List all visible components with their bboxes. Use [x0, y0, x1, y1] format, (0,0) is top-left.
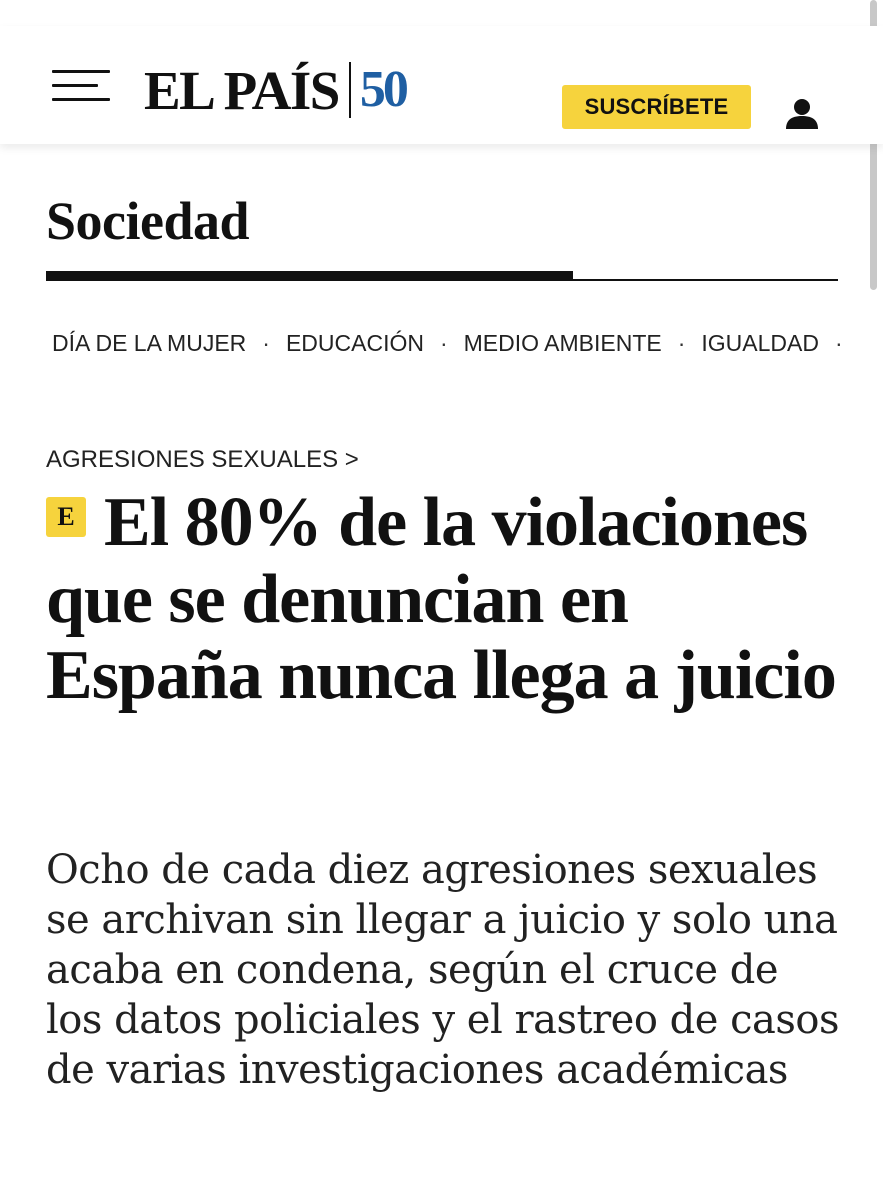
headline-text: El 80% de la violaciones que se denuncian en España nunca llega a juicio [46, 484, 836, 715]
top-status-band [0, 0, 883, 27]
logo-divider [349, 62, 351, 118]
exclusive-badge-icon [46, 497, 86, 537]
subnav-item-igualdad[interactable]: IGUALDAD [701, 330, 819, 356]
article-subheadline: Ocho de cada diez agresiones sexuales se archivan sin llegar a juicio y solo una acaba en condena, según el cruce de los datos policiales y el rastreo de casos de varias investigaciones académicas [46, 847, 840, 1093]
user-silhouette-icon [784, 96, 820, 132]
section-subnav [52, 330, 843, 357]
logo-wordmark: EL PAÍS [144, 59, 339, 121]
subnav-separator: · [835, 330, 843, 356]
subscribe-button[interactable]: SUSCRÍBETE [562, 85, 751, 129]
subnav-separator: · [262, 330, 270, 356]
section-title[interactable]: Sociedad [46, 191, 250, 251]
subnav-item-dia-de-la-mujer[interactable]: DÍA DE LA MUJER [52, 330, 247, 356]
subnav-separator: · [439, 330, 448, 356]
logo-anniversary-50: 50 [359, 61, 406, 118]
section-rule-accent [46, 271, 573, 281]
subnav-separator: · [677, 330, 686, 356]
exclusive-badge-letter: E [57, 502, 75, 531]
menu-line [52, 84, 98, 87]
menu-line [52, 70, 110, 73]
subnav-item-medio-ambiente[interactable]: MEDIO AMBIENTE [463, 330, 662, 356]
article-headline [46, 485, 846, 715]
subnav-item-educacion[interactable]: EDUCACIÓN [285, 330, 424, 356]
hamburger-menu-icon[interactable] [52, 70, 110, 102]
user-account-icon[interactable] [784, 96, 820, 132]
article-kicker-link[interactable]: AGRESIONES SEXUALES > [46, 446, 359, 473]
menu-line [52, 98, 110, 101]
site-header [0, 26, 883, 144]
el-pais-logo[interactable] [144, 60, 406, 120]
